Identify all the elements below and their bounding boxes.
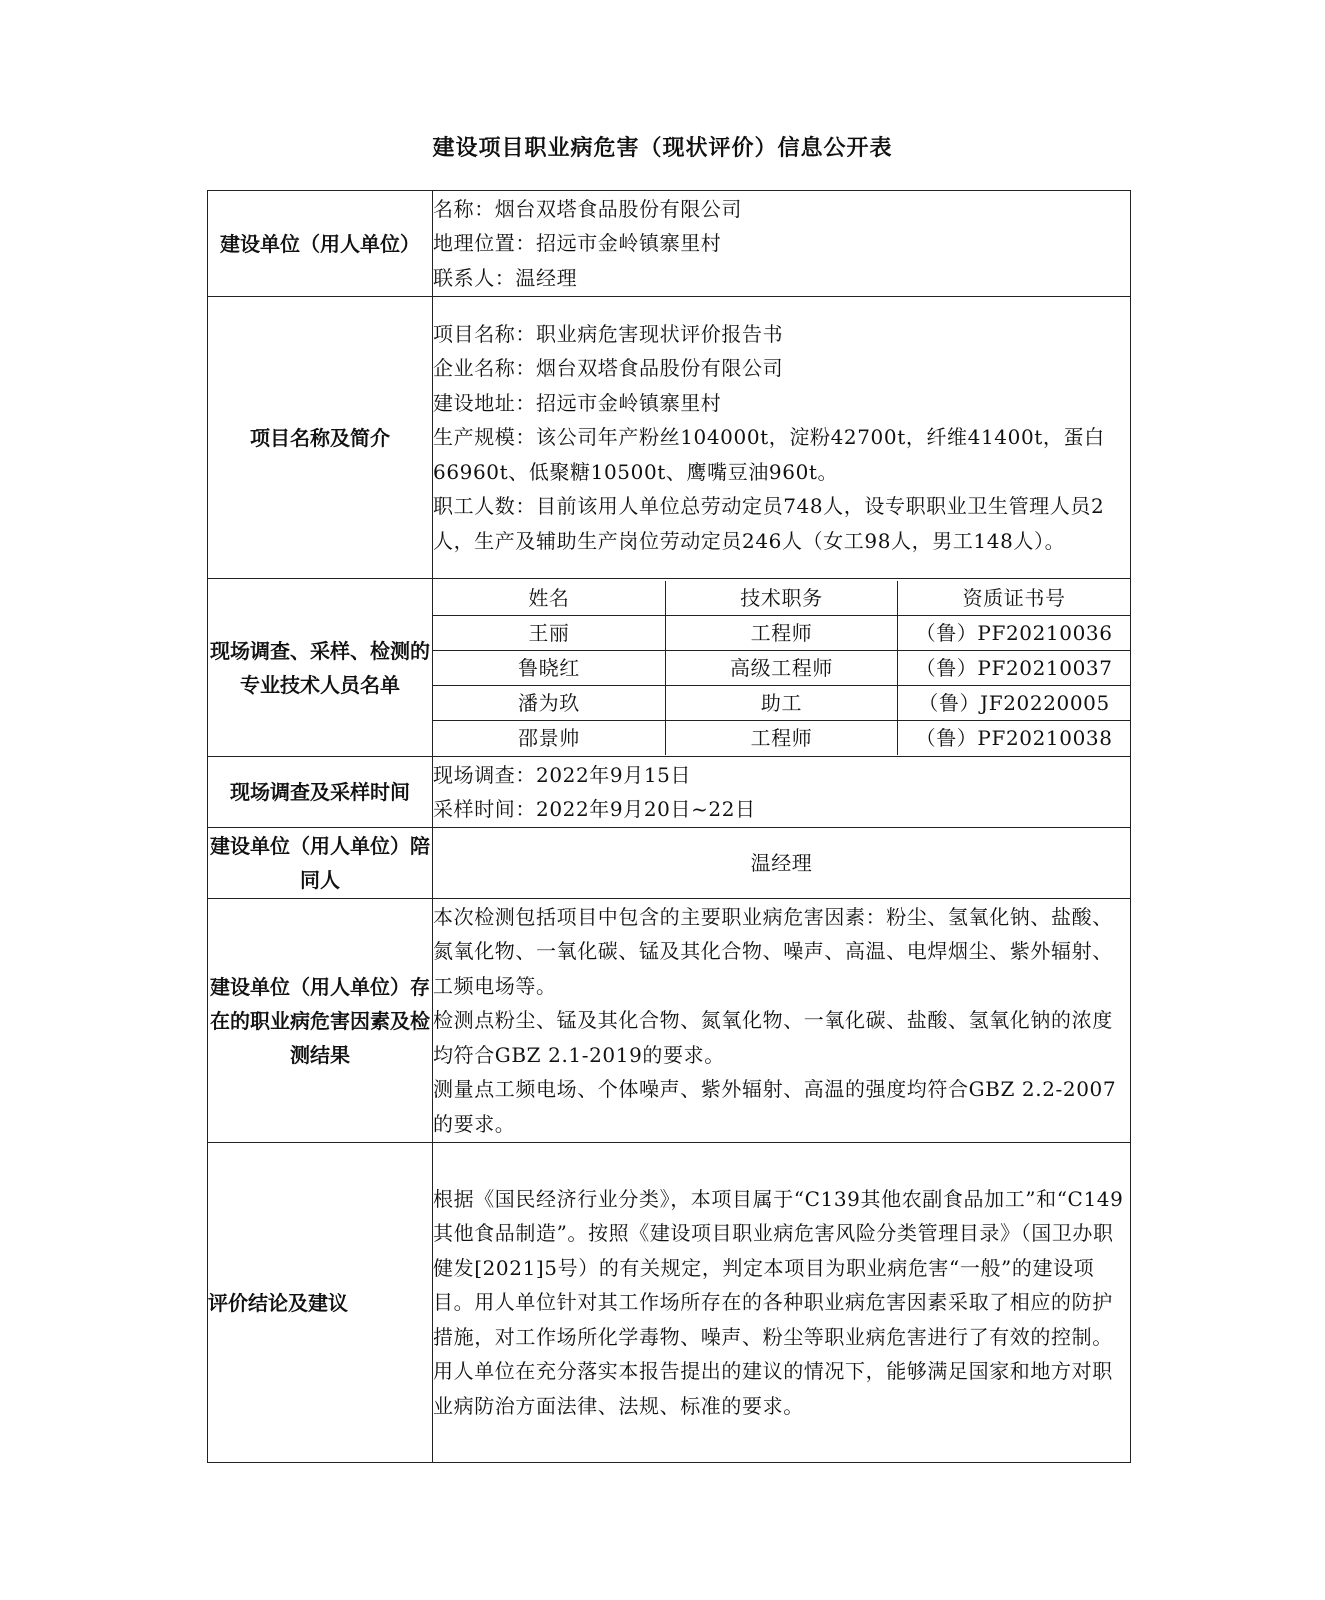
project-line: 生产规模：该公司年产粉丝104000t，淀粉42700t，纤维41400t，蛋白66960t、低聚糖10500t、鹰嘴豆油960t。 [433,425,1105,484]
conclusion-label: 评价结论及建议 [208,1143,433,1463]
staff-title: 助工 [665,685,897,720]
hazards-line: 本次检测包括项目中包含的主要职业病危害因素：粉尘、氢氧化钠、盐酸、氮氧化物、一氧化碳、锰及其化合物、噪声、高温、电焊烟尘、紫外辐射、工频电场等。 [433,904,1113,998]
staff-cell [433,579,1131,757]
staff-header: 资质证书号 [898,581,1130,616]
survey-value [433,757,1131,828]
staff-name: 邵景帅 [433,720,665,755]
staff-table [433,581,1130,755]
staff-cert: （鲁）JF20220005 [898,685,1130,720]
unit-label: 建设单位（用人单位） [208,191,433,297]
staff-header-row [433,581,1130,616]
row-conclusion [208,1143,1131,1463]
project-line: 企业名称：烟台双塔食品股份有限公司 [433,356,784,381]
conclusion-value: 根据《国民经济行业分类》，本项目属于“C139其他农副食品加工”和“C149其他食品制造”。按照《建设项目职业病危害风险分类管理目录》（国卫办职健发[2021]5号）的有关规定，判定本项目为职业病危害“一般”的建设项目。用人单位针对其工作场所存在的各种职业病危害因素采取了相应的防护措施，对工作场所化学毒物、噪声、粉尘等职业病危害进行了有效的控制。用人单位在充分落实本报告提出的建议的情况下，能够满足国家和地方对职业病防治方面法律、法规、标准的要求。 [433,1143,1131,1463]
unit-location: 地理位置：招远市金岭镇寨里村 [433,231,722,256]
row-unit [208,191,1131,297]
project-line: 职工人数：目前该用人单位总劳动定员748人，设专职职业卫生管理人员2人，生产及辅助生产岗位劳动定员246人（女工98人，男工148人）。 [433,494,1105,553]
staff-row [433,615,1130,650]
survey-investigation: 现场调查：2022年9月15日 [433,762,692,787]
row-project [208,297,1131,579]
row-survey [208,757,1131,828]
project-line: 建设地址：招远市金岭镇寨里村 [433,390,722,415]
project-label: 项目名称及简介 [208,297,433,579]
unit-value [433,191,1131,297]
survey-label: 现场调查及采样时间 [208,757,433,828]
row-hazards [208,899,1131,1143]
staff-name: 鲁晓红 [433,650,665,685]
staff-name: 潘为玖 [433,685,665,720]
staff-title: 工程师 [665,720,897,755]
hazards-label: 建设单位（用人单位）存在的职业病危害因素及检测结果 [208,899,433,1143]
staff-title: 工程师 [665,615,897,650]
staff-row [433,650,1130,685]
hazards-line: 检测点粉尘、锰及其化合物、氮氧化物、一氧化碳、盐酸、氢氧化钠的浓度均符合GBZ 2.1-2019的要求。 [433,1008,1113,1067]
staff-row [433,720,1130,755]
row-staff [208,579,1131,757]
staff-header: 技术职务 [665,581,897,616]
hazards-value [433,899,1131,1143]
escort-value: 温经理 [433,828,1131,899]
row-escort [208,828,1131,899]
escort-label: 建设单位（用人单位）陪同人 [208,828,433,899]
unit-contact: 联系人：温经理 [433,265,578,290]
staff-header: 姓名 [433,581,665,616]
staff-cert: （鲁）PF20210037 [898,650,1130,685]
page-title: 建设项目职业病危害（现状评价）信息公开表 [432,135,893,161]
project-line: 项目名称：职业病危害现状评价报告书 [433,321,784,346]
staff-row [433,685,1130,720]
staff-title: 高级工程师 [665,650,897,685]
staff-cert: （鲁）PF20210036 [898,615,1130,650]
unit-name: 名称：烟台双塔食品股份有限公司 [433,196,742,221]
staff-cert: （鲁）PF20210038 [898,720,1130,755]
staff-name: 王丽 [433,615,665,650]
survey-sampling: 采样时间：2022年9月20日~22日 [433,797,756,821]
project-value [433,297,1131,579]
info-table [207,190,1131,1463]
hazards-line: 测量点工频电场、个体噪声、紫外辐射、高温的强度均符合GBZ 2.2-2007的要求。 [433,1077,1117,1136]
staff-label: 现场调查、采样、检测的专业技术人员名单 [208,579,433,757]
